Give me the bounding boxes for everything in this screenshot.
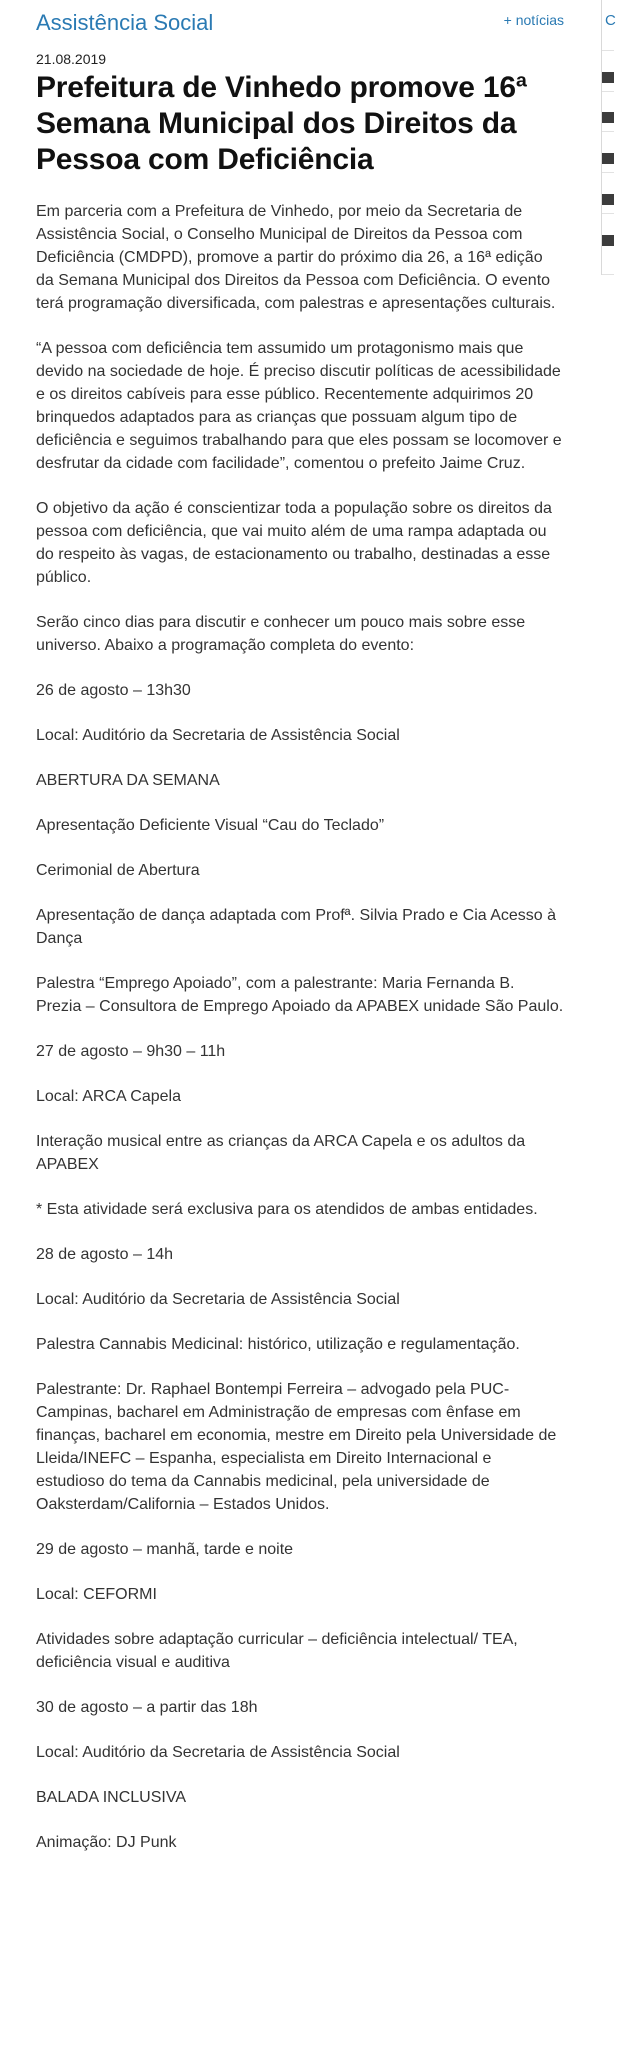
article-body <box>36 200 564 1854</box>
sidebar-divider <box>602 50 614 51</box>
main-content <box>36 0 564 1876</box>
sidebar-divider <box>602 274 614 275</box>
more-news-link[interactable]: + notícias <box>503 12 564 28</box>
schedule-location: Local: Auditório da Secretaria de Assistência Social <box>36 1744 400 1761</box>
schedule-location: Local: CEFORMI <box>36 1586 157 1603</box>
sidebar-item-marker[interactable] <box>602 112 614 123</box>
schedule-date: 30 de agosto – a partir das 18h <box>36 1699 258 1716</box>
schedule-item: Cerimonial de Abertura <box>36 862 200 879</box>
sidebar-divider <box>602 91 614 92</box>
sidebar-divider <box>602 131 614 132</box>
schedule-item: Atividades sobre adaptação curricular – deficiência intelectual/ TEA, deficiência visual e auditiva <box>36 1631 518 1671</box>
sidebar-divider <box>602 213 614 214</box>
schedule-item: Animação: DJ Punk <box>36 1834 177 1851</box>
article-header <box>36 0 564 40</box>
schedule-item: Apresentação Deficiente Visual “Cau do Teclado” <box>36 817 385 834</box>
article-paragraph: O objetivo da ação é conscientizar toda a população sobre os direitos da pessoa com deficiência, que vai muito além de uma rampa adaptada ou do respeito às vagas, de estacionamento ou trabalho, destinadas a esse público. <box>36 500 552 586</box>
schedule-date: 26 de agosto – 13h30 <box>36 682 191 699</box>
schedule-item: Interação musical entre as crianças da ARCA Capela e os adultos da APABEX <box>36 1133 526 1173</box>
schedule-item: Apresentação de dança adaptada com Profª. Silvia Prado e Cia Acesso à Dança <box>36 907 557 947</box>
schedule-location: Local: ARCA Capela <box>36 1088 181 1105</box>
schedule-date: 27 de agosto – 9h30 – 11h <box>36 1043 226 1060</box>
sidebar-item-marker[interactable] <box>602 194 614 205</box>
schedule-item: BALADA INCLUSIVA <box>36 1789 186 1806</box>
schedule-item: Palestra “Emprego Apoiado”, com a palestrante: Maria Fernanda B. Prezia – Consultora de Emprego Apoiado da APABEX unidade São Paulo. <box>36 975 564 1015</box>
sidebar <box>601 0 622 275</box>
sidebar-title[interactable]: C <box>605 12 616 29</box>
schedule-item: Palestrante: Dr. Raphael Bontempi Ferreira – advogado pela PUC-Campinas, bacharel em Administração de empresas com ênfase em finanças, bacharel em economia, mestre em Direito pela Universidade de Lleida/INEFC – Espanha, especialista em Direito Internacional e estudioso do tema da Cannabis medicinal, pela universidade de Oaksterdam/California – Estados Unidos. <box>36 1381 557 1513</box>
article-paragraph: Serão cinco dias para discutir e conhecer um pouco mais sobre esse universo. Abaixo a programação completa do evento: <box>36 614 526 654</box>
publish-date: 21.08.2019 <box>36 51 107 67</box>
article-paragraph: “A pessoa com deficiência tem assumido um protagonismo mais que devido na sociedade de hoje. É preciso discutir políticas de acessibilidade e os direitos cabíveis para esse público. Recentemente adquirimos 20 brinquedos adaptados para as crianças que possuam algum tipo de deficiência e seguimos trabalhando para que eles possam se locomover e desfrutar da cidade com facilidade”, comentou o prefeito Jaime Cruz. <box>36 340 562 472</box>
sidebar-item-marker[interactable] <box>602 153 614 164</box>
article-title: Prefeitura de Vinhedo promove 16ª Semana Municipal dos Direitos da Pessoa com Deficiência <box>36 71 527 176</box>
schedule-item: Palestra Cannabis Medicinal: histórico, utilização e regulamentação. <box>36 1336 520 1353</box>
schedule-note: * Esta atividade será exclusiva para os atendidos de ambas entidades. <box>36 1201 538 1218</box>
schedule-item: ABERTURA DA SEMANA <box>36 772 220 789</box>
sidebar-divider <box>602 172 614 173</box>
category-link[interactable]: Assistência Social <box>36 10 214 35</box>
schedule-date: 29 de agosto – manhã, tarde e noite <box>36 1541 294 1558</box>
schedule-date: 28 de agosto – 14h <box>36 1246 174 1263</box>
sidebar-item-marker[interactable] <box>602 72 614 83</box>
article-paragraph: Em parceria com a Prefeitura de Vinhedo, por meio da Secretaria de Assistência Social, o Conselho Municipal de Direitos da Pessoa com Deficiência (CMDPD), promove a partir do próximo dia 26, a 16ª edição da Semana Municipal dos Direitos da Pessoa com Deficiência. O evento terá programação diversificada, com palestras e apresentações culturais. <box>36 203 556 312</box>
sidebar-item-marker[interactable] <box>602 235 614 246</box>
schedule-location: Local: Auditório da Secretaria de Assistência Social <box>36 727 400 744</box>
schedule-location: Local: Auditório da Secretaria de Assistência Social <box>36 1291 400 1308</box>
